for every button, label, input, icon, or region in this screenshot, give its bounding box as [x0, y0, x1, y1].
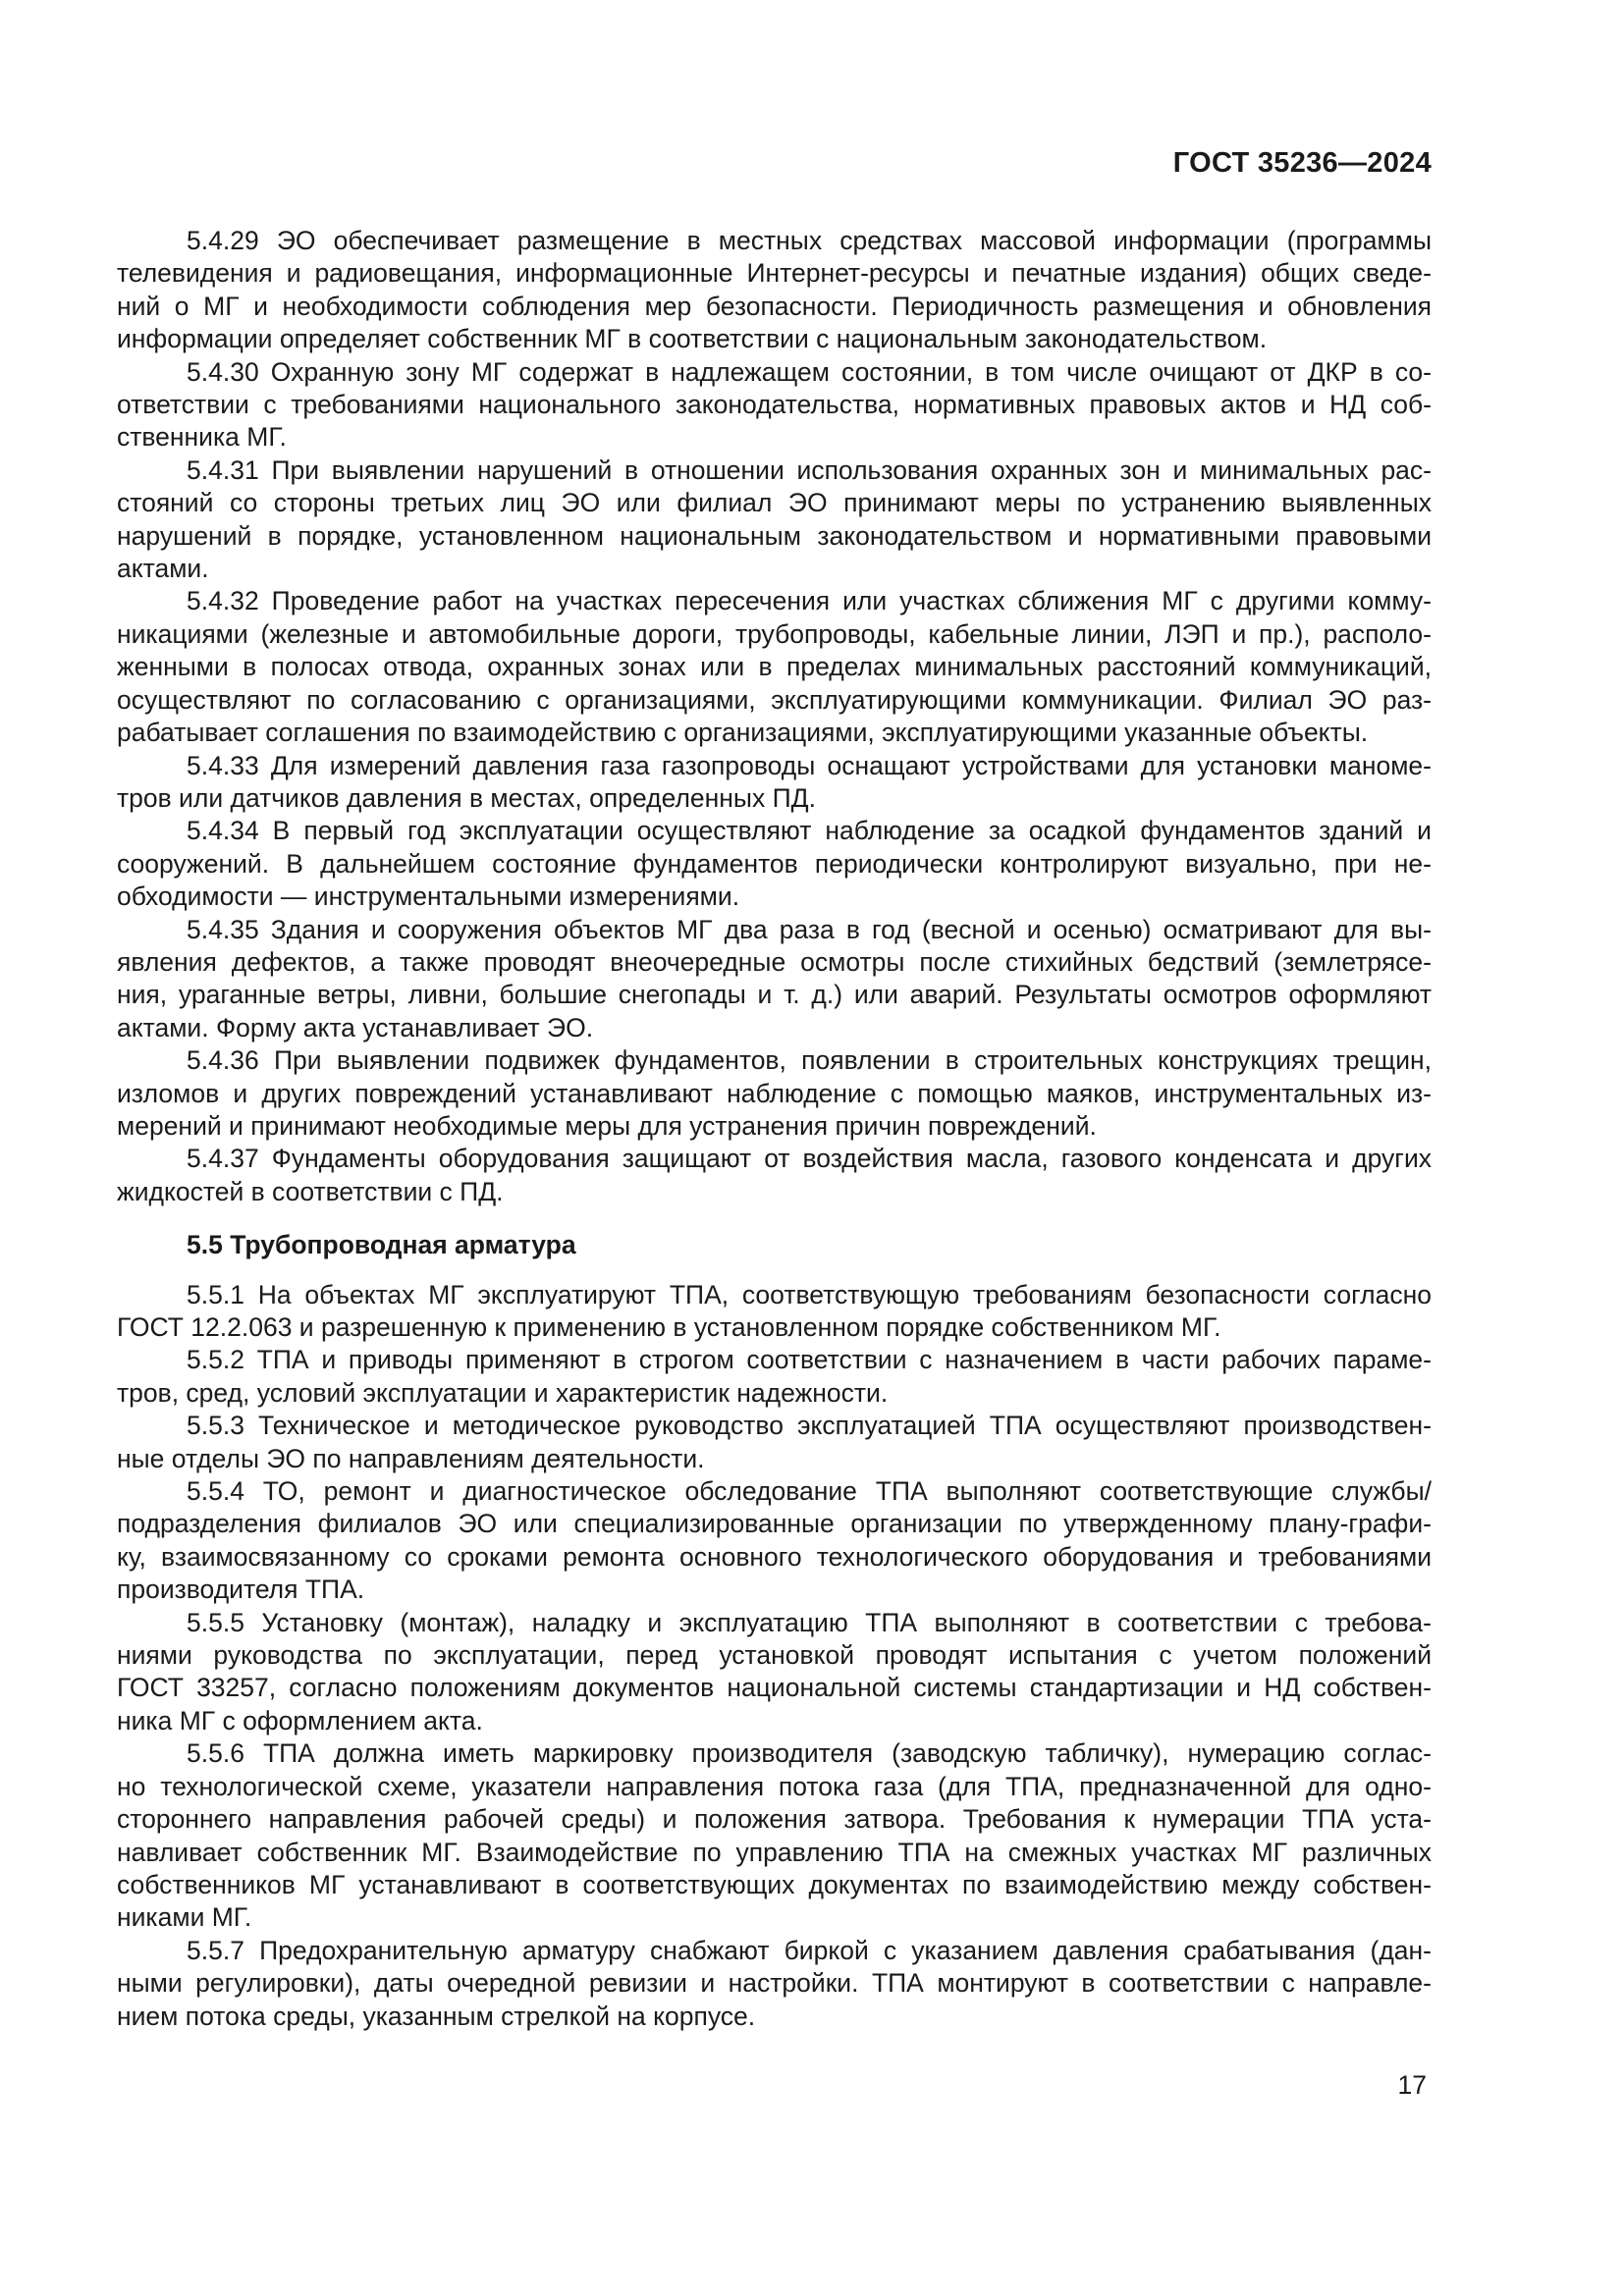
text-line: ными регулировки), даты очередной ревизии и настройки. ТПА монтируют в соответствии с направле- — [117, 1968, 1432, 1999]
text-line: обходимости — инструментальными измерениями. — [117, 881, 740, 912]
text-line: ответствии с требованиями национального законодательства, нормативных правовых актов и НД соб- — [117, 390, 1432, 420]
text-line: информации определяет собственник МГ в соответствии с национальным законодательством. — [117, 324, 1268, 354]
text-line: ниями руководства по эксплуатации, перед установкой проводят испытания с учетом положений — [117, 1640, 1432, 1671]
document-body — [117, 225, 1432, 2033]
text-line: 5.4.35 Здания и сооружения объектов МГ два раза в год (весной и осенью) осматривают для вы- — [187, 914, 1432, 944]
text-line: ния, ураганные ветры, ливни, большие снегопады и т. д.) или аварий. Результаты осмотров оформляют — [117, 980, 1432, 1010]
text-line: 5.5.7 Предохранительную арматуру снабжают биркой с указанием давления срабатывания (дан- — [187, 1935, 1432, 1965]
text-line: сооружений. В дальнейшем состояние фундаментов периодически контролируют визуально, при не- — [117, 848, 1432, 879]
paragraph — [117, 1935, 1432, 2033]
text-line: рабатывает соглашения по взаимодействию с организациями, эксплуатирующими указанные объекты. — [117, 718, 1369, 748]
text-line: осуществляют по согласованию с организациями, эксплуатирующими коммуникации. Филиал ЭО раз- — [117, 684, 1432, 715]
paragraph — [117, 1279, 1432, 1345]
text-line: нарушений в порядке, установленном национальным законодательством и нормативными правовыми — [117, 520, 1432, 551]
text-line: собственников МГ устанавливают в соответствующих документах по взаимодействию между собствен- — [117, 1869, 1432, 1899]
text-line: никациями (железные и автомобильные дороги, трубопроводы, кабельные линии, ЛЭП и пр.), располо- — [117, 618, 1432, 649]
text-line: стороннего направления рабочей среды) и положения затвора. Требования к нумерации ТПА уста- — [117, 1804, 1432, 1835]
standard-designation: ГОСТ 35236—2024 — [1172, 147, 1432, 179]
text-line: навливает собственник МГ. Взаимодействие по управлению ТПА на смежных участках МГ различных — [117, 1837, 1432, 1867]
text-line: ника МГ с оформлением акта. — [117, 1705, 483, 1735]
text-line: подразделения филиалов ЭО или специализированные организации по утвержденному плану-графи- — [117, 1509, 1432, 1539]
paragraph — [117, 815, 1432, 913]
text-line: никами МГ. — [117, 1902, 252, 1933]
text-line: 5.4.34 В первый год эксплуатации осуществляют наблюдение за осадкой фундаментов зданий и — [187, 816, 1432, 846]
text-line: телевидения и радиовещания, информационные Интернет-ресурсы и печатные издания) общих сведе- — [117, 258, 1432, 289]
text-line: ний о МГ и необходимости соблюдения мер безопасности. Периодичность размещения и обновления — [117, 291, 1432, 321]
text-line: 5.4.31 При выявлении нарушений в отношении использования охранных зон и минимальных рас- — [187, 454, 1432, 485]
paragraph — [117, 1475, 1432, 1607]
text-line: 5.5.2 ТПА и приводы применяют в строгом соответствии с назначением в части рабочих параме- — [187, 1345, 1432, 1375]
text-line: 5.5.1 На объектах МГ эксплуатируют ТПА, соответствующую требованиям безопасности согласно — [187, 1279, 1432, 1309]
text-line: явления дефектов, а также проводят внеочередные осмотры после стихийных бедствий (землетрясе- — [117, 946, 1432, 977]
paragraph — [117, 1410, 1432, 1475]
text-line: тров или датчиков давления в местах, определенных ПД. — [117, 782, 816, 813]
text-line: жидкостей в соответствии с ПД. — [117, 1176, 504, 1206]
paragraph — [117, 1344, 1432, 1410]
text-line: женными в полосах отвода, охранных зонах или в пределах минимальных расстояний коммуникаций, — [117, 652, 1432, 682]
text-line: 5.4.37 Фундаменты оборудования защищают от воздействия масла, газового конденсата и других — [187, 1144, 1432, 1174]
text-line: но технологической схеме, указатели направления потока газа (для ТПА, предназначенной для одно- — [117, 1771, 1432, 1801]
paragraph — [117, 1737, 1432, 1934]
text-line: 5.4.33 Для измерений давления газа газопроводы оснащают устройствами для установки маноме- — [187, 750, 1432, 780]
paragraph — [117, 356, 1432, 454]
text-line: 5.4.36 При выявлении подвижек фундаментов, появлении в строительных конструкциях трещин, — [187, 1045, 1432, 1076]
text-line: актами. — [117, 554, 209, 584]
text-line: ку, взаимосвязанному со сроками ремонта основного технологического оборудования и требованиями — [117, 1541, 1432, 1572]
text-line: 5.5.5 Установку (монтаж), наладку и эксплуатацию ТПА выполняют в соответствии с требова- — [187, 1607, 1432, 1637]
text-line: 5.5.4 ТО, ремонт и диагностическое обследование ТПА выполняют соответствующие службы/ — [187, 1476, 1432, 1507]
text-line: ГОСТ 33257, согласно положениям документов национальной системы стандартизации и НД собствен- — [117, 1673, 1432, 1703]
text-line: 5.5.3 Техническое и методическое руководство эксплуатацией ТПА осуществляют производствен- — [187, 1411, 1432, 1441]
paragraph — [117, 585, 1432, 749]
paragraph — [117, 454, 1432, 586]
text-line: изломов и других повреждений устанавливают наблюдение с помощью маяков, инструментальных из- — [117, 1078, 1432, 1108]
text-line: 5.4.32 Проведение работ на участках пересечения или участках сближения МГ с другими комму- — [187, 586, 1432, 616]
text-line: актами. Форму акта устанавливает ЭО. — [117, 1012, 594, 1042]
paragraph — [117, 225, 1432, 356]
paragraph — [117, 750, 1432, 816]
page-number: 17 — [1397, 2070, 1427, 2100]
text-line: тров, сред, условий эксплуатации и характеристик надежности. — [117, 1377, 889, 1408]
text-line: 5.4.30 Охранную зону МГ содержат в надлежащем состоянии, в том числе очищают от ДКР в со- — [187, 356, 1432, 387]
text-line: производителя ТПА. — [117, 1575, 365, 1605]
text-line: стояний со стороны третьих лиц ЭО или филиал ЭО принимают меры по устранению выявленных — [117, 488, 1432, 518]
section-heading: 5.5 Трубопроводная арматура — [187, 1230, 576, 1260]
paragraph — [117, 1607, 1432, 1738]
text-line: нием потока среды, указанным стрелкой на корпусе. — [117, 2001, 756, 2031]
paragraph — [117, 914, 1432, 1045]
text-line: ные отделы ЭО по направлениям деятельности. — [117, 1443, 705, 1473]
text-line: ственника МГ. — [117, 422, 287, 453]
paragraph — [117, 1044, 1432, 1143]
text-line: 5.4.29 ЭО обеспечивает размещение в местных средствах массовой информации (программы — [187, 226, 1432, 255]
text-line: мерений и принимают необходимые меры для устранения причин повреждений. — [117, 1110, 1097, 1141]
text-line: 5.5.6 ТПА должна иметь маркировку производителя (заводскую табличку), нумерацию соглас- — [187, 1738, 1432, 1769]
paragraph — [117, 1143, 1432, 1208]
text-line: ГОСТ 12.2.063 и разрешенную к применению в установленном порядке собственником МГ. — [117, 1312, 1221, 1342]
